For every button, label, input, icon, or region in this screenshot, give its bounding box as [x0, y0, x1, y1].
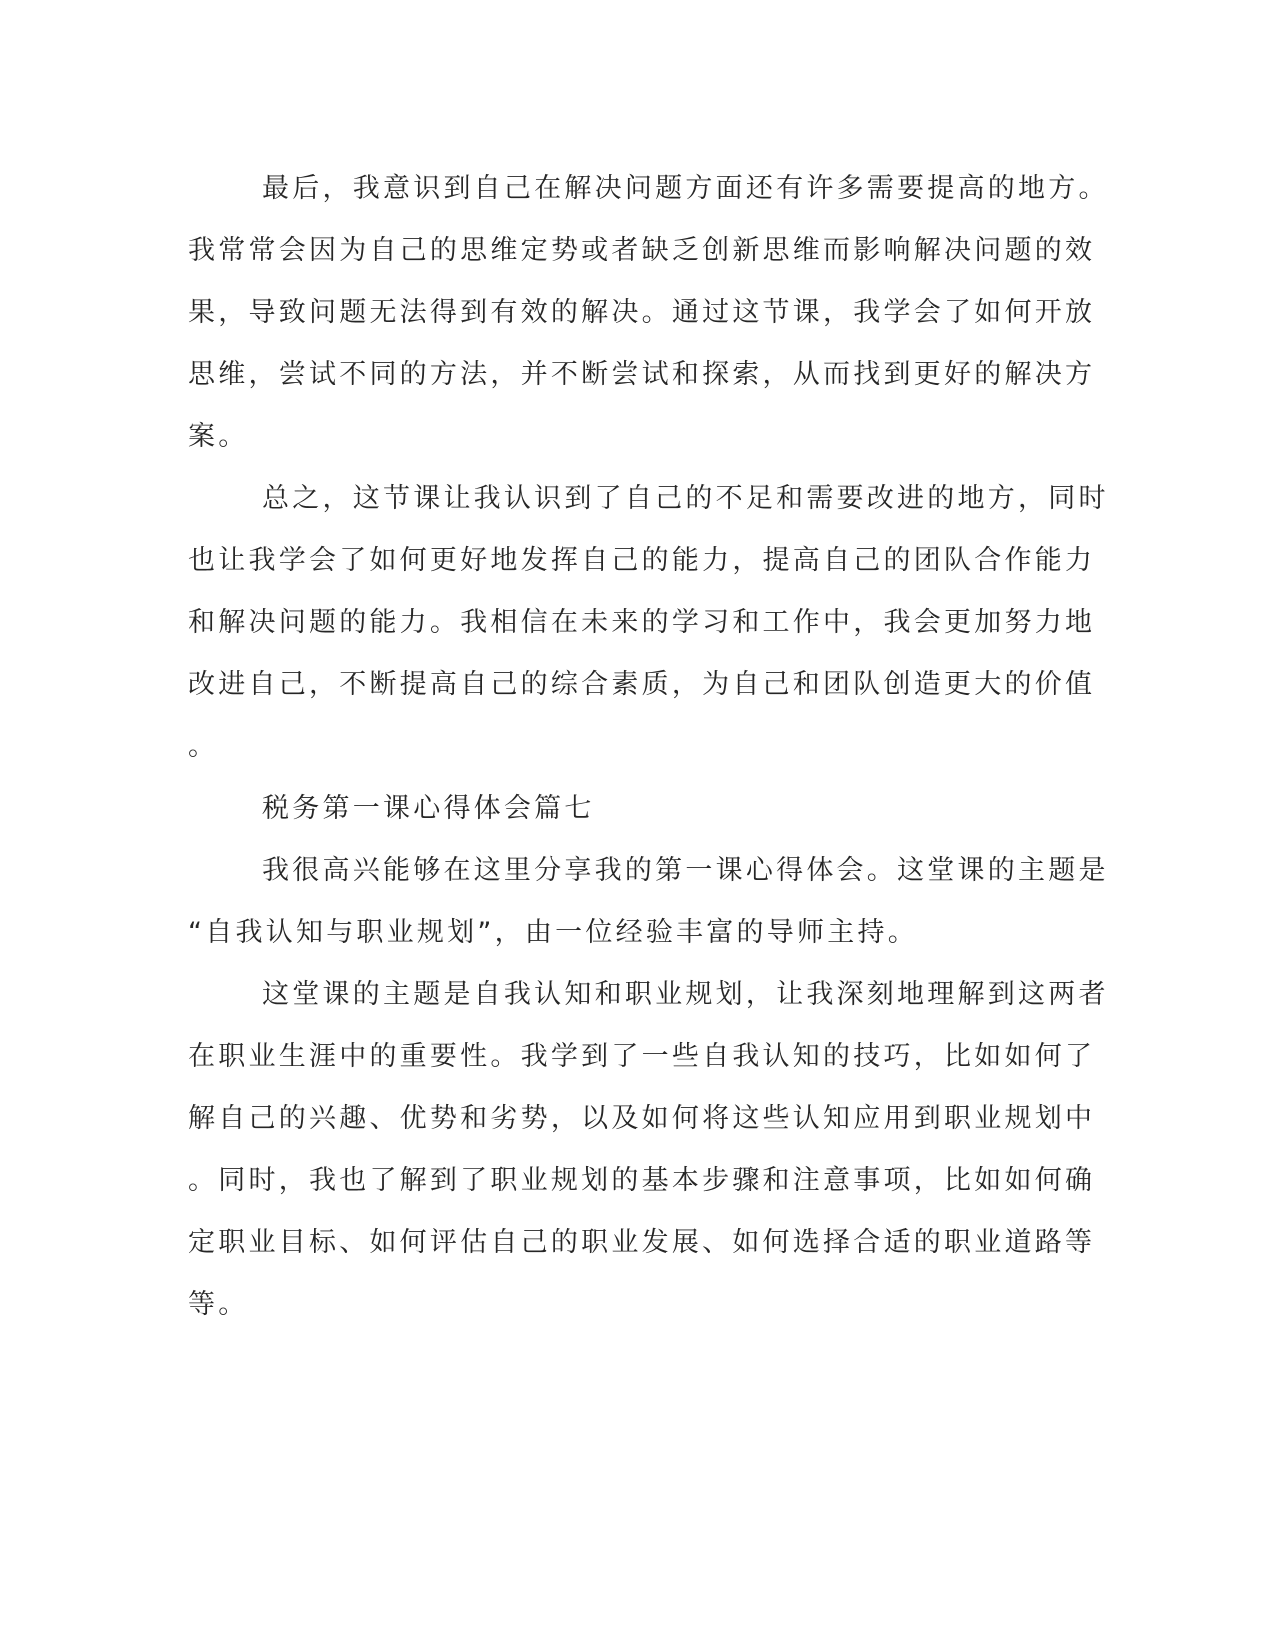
paragraph-line: 和解决问题的能力。我相信在未来的学习和工作中，我会更加努力地 — [188, 607, 1096, 638]
paragraph-line: 最后，我意识到自己在解决问题方面还有许多需要提高的地方。 — [262, 173, 1109, 204]
document-body — [188, 158, 1109, 1336]
paragraph-line: 等。 — [188, 1289, 249, 1320]
paragraph-line: 我常常会因为自己的思维定势或者缺乏创新思维而影响解决问题的效 — [188, 235, 1096, 266]
paragraph-line: 案。 — [188, 421, 249, 452]
paragraph-line: “自我认知与职业规划”，由一位经验丰富的导师主持。 — [188, 917, 918, 948]
paragraph-line: 思维，尝试不同的方法，并不断尝试和探索，从而找到更好的解决方 — [188, 359, 1096, 390]
paragraph-line: 也让我学会了如何更好地发挥自己的能力，提高自己的团队合作能力 — [188, 545, 1096, 576]
paragraph-line: 在职业生涯中的重要性。我学到了一些自我认知的技巧，比如如何了 — [188, 1041, 1096, 1072]
section-heading: 税务第一课心得体会篇七 — [262, 793, 595, 824]
paragraph-line: 。同时，我也了解到了职业规划的基本步骤和注意事项，比如如何确 — [188, 1165, 1096, 1196]
paragraph-line: 改进自己，不断提高自己的综合素质，为自己和团队创造更大的价值 — [188, 669, 1096, 700]
paragraph-line: 。 — [188, 731, 219, 762]
paragraph-line: 定职业目标、如何评估自己的职业发展、如何选择合适的职业道路等 — [188, 1227, 1096, 1258]
paragraph-line: 解自己的兴趣、优势和劣势，以及如何将这些认知应用到职业规划中 — [188, 1103, 1096, 1134]
paragraph-line: 总之，这节课让我认识到了自己的不足和需要改进的地方，同时 — [262, 483, 1109, 514]
paragraph-line: 这堂课的主题是自我认知和职业规划，让我深刻地理解到这两者 — [262, 979, 1109, 1010]
paragraph-line: 我很高兴能够在这里分享我的第一课心得体会。这堂课的主题是 — [262, 855, 1109, 886]
paragraph-line: 果，导致问题无法得到有效的解决。通过这节课，我学会了如何开放 — [188, 297, 1096, 328]
